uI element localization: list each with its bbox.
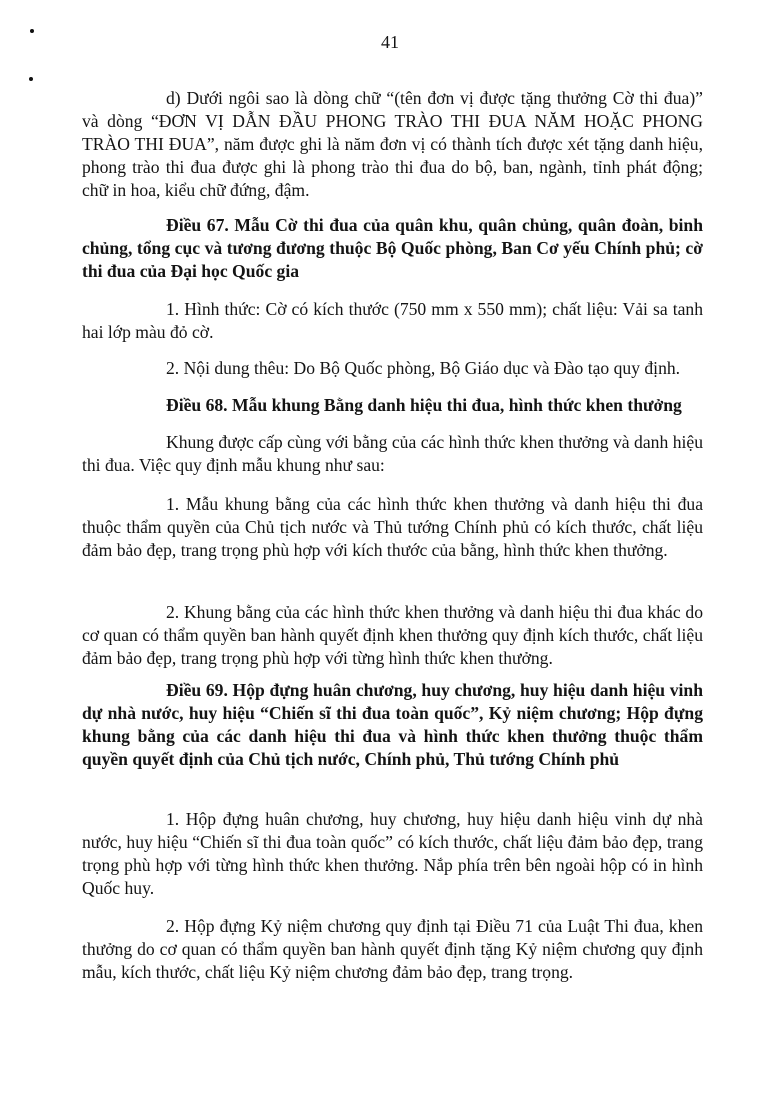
article-68-item-2: 2. Khung bằng của các hình thức khen thưởng và danh hiệu thi đua khác do cơ quan có thẩm quyền ban hành quyết định khen thưởng quy định kích thước, chất liệu đảm bảo đẹp, trang trọng phù hợp với từng hình thức khen thưởng. (82, 602, 703, 668)
article-68-heading: Điều 68. Mẫu khung Bằng danh hiệu thi đua, hình thức khen thưởng (166, 395, 682, 415)
article-68-intro: Khung được cấp cùng với bằng của các hình thức khen thưởng và danh hiệu thi đua. Việc quy định mẫu khung như sau: (82, 432, 703, 475)
article-68-item-1: 1. Mẫu khung bằng của các hình thức khen thưởng và danh hiệu thi đua thuộc thẩm quyền của Chủ tịch nước và Thủ tướng Chính phủ có kích thước, chất liệu đảm bảo đẹp, trang trọng phù hợp với kích thước của bằng, hình thức khen thưởng. (82, 494, 703, 560)
article-69-heading: Điều 69. Hộp đựng huân chương, huy chương, huy hiệu danh hiệu vinh dự nhà nước, huy hiệu “Chiến sĩ thi đua toàn quốc”, Kỷ niệm chương; Hộp đựng khung bằng của các danh hiệu thi đua và hình thức khen thưởng thuộc thẩm quyền quyết định của Chủ tịch nước, Chính phủ, Thủ tướng Chính phủ (82, 680, 703, 769)
paragraph-d-clause: d) Dưới ngôi sao là dòng chữ “(tên đơn vị được tặng thưởng Cờ thi đua)” và dòng “ĐƠN VỊ DẪN ĐẦU PHONG TRÀO THI ĐUA NĂM HOẶC PHONG TRÀO THI ĐUA”, năm được ghi là năm đơn vị có thành tích được xét tặng danh hiệu, phong trào thi đua được ghi là phong trào thi đua do bộ, ban, ngành, tỉnh phát động; chữ in hoa, kiểu chữ đứng, đậm. (82, 88, 703, 200)
page-number: 41 (381, 32, 399, 52)
article-67-item-2: 2. Nội dung thêu: Do Bộ Quốc phòng, Bộ Giáo dục và Đào tạo quy định. (166, 358, 681, 378)
scan-artifact-dot (29, 77, 33, 81)
article-67-heading: Điều 67. Mẫu Cờ thi đua của quân khu, quân chủng, quân đoàn, binh chủng, tổng cục và tương đương thuộc Bộ Quốc phòng, Ban Cơ yếu Chính phủ; cờ thi đua của Đại học Quốc gia (82, 215, 703, 281)
article-69-item-1: 1. Hộp đựng huân chương, huy chương, huy hiệu danh hiệu vinh dự nhà nước, huy hiệu “Chiến sĩ thi đua toàn quốc” có kích thước, chất liệu đảm bảo đẹp, trang trọng phù hợp với từng hình thức khen thưởng. Nắp phía trên bên ngoài hộp có in hình Quốc huy. (82, 809, 703, 898)
article-69-item-2: 2. Hộp đựng Kỷ niệm chương quy định tại Điều 71 của Luật Thi đua, khen thưởng do cơ quan có thẩm quyền ban hành quyết định tặng Kỷ niệm chương quy định mẫu, kích thước, chất liệu Kỷ niệm chương đảm bảo đẹp, trang trọng. (82, 916, 703, 982)
article-67-item-1: 1. Hình thức: Cờ có kích thước (750 mm x 550 mm); chất liệu: Vải sa tanh hai lớp màu đỏ cờ. (82, 299, 703, 342)
